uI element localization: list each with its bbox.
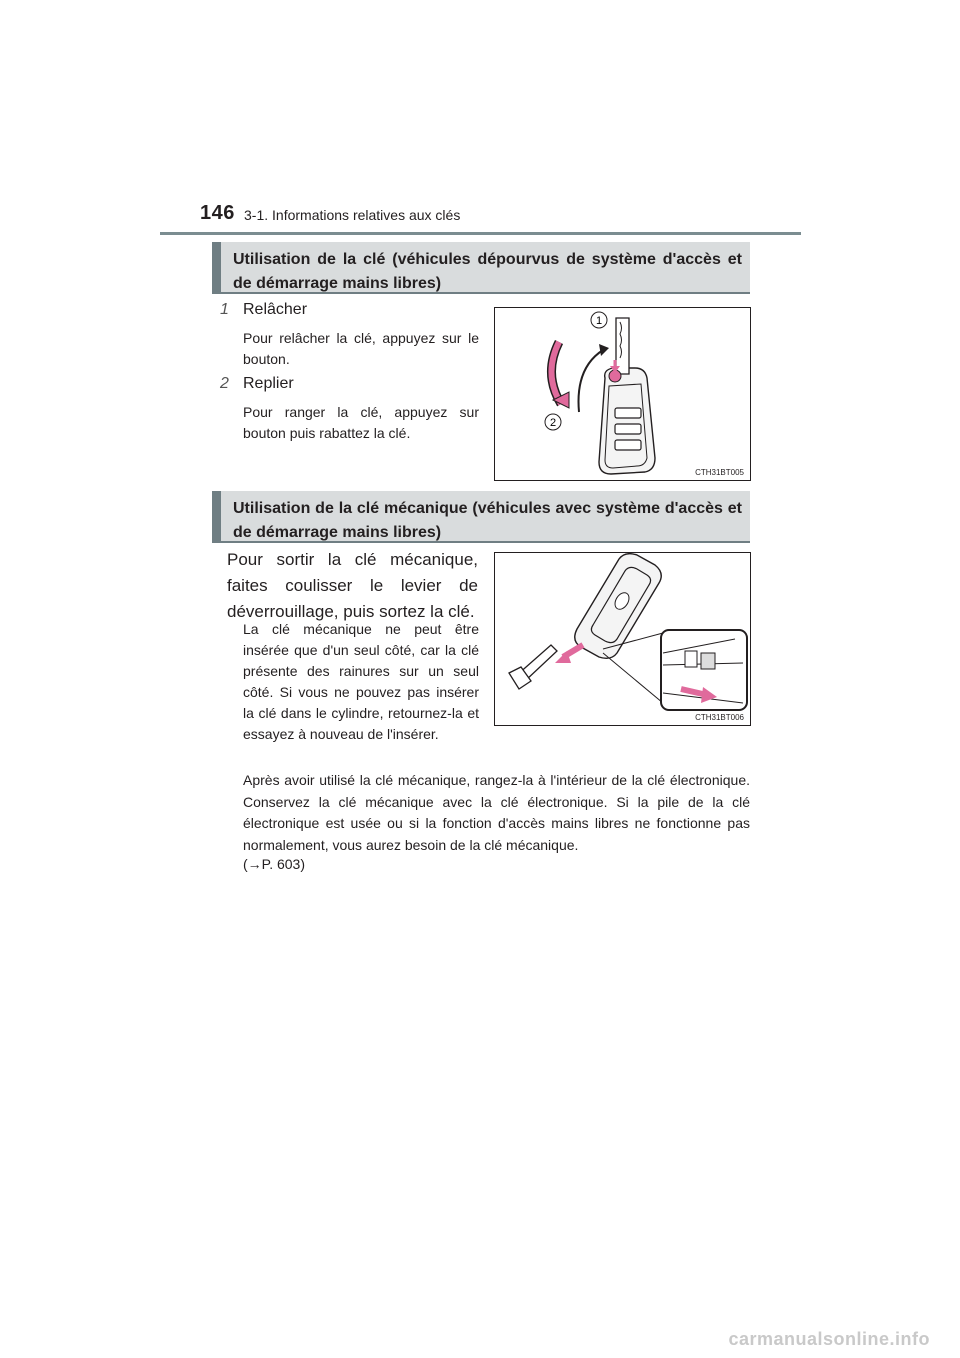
step-description-release: Pour relâcher la clé, appuyez sur le bouton.	[243, 330, 479, 367]
header-rule	[160, 232, 801, 235]
step-number-1: 1	[220, 301, 229, 318]
flip-key-illustration	[495, 308, 750, 480]
figure-code: CTH31BT006	[695, 713, 744, 722]
watermark: carmanualsonline.info	[728, 1329, 930, 1349]
figure-flip-key	[494, 307, 751, 481]
smart-key-illustration	[495, 553, 750, 725]
figure-code: CTH31BT005	[695, 468, 744, 477]
callout-1-label: 1	[595, 315, 603, 327]
page-number: 146	[200, 202, 235, 224]
step-title-release: Relâcher	[243, 301, 308, 318]
section-heading-mechanical-key: Utilisation de la clé mécanique (véhicules avec système d'accès et de démarrage mains libres)	[212, 491, 750, 543]
step-number-2: 2	[220, 375, 229, 392]
section-heading-key-use: Utilisation de la clé (véhicules dépourvus de système d'accès et de démarrage mains libres)	[212, 242, 750, 294]
note-text: La clé mécanique ne peut être insérée que d'un seul côté, car la clé présente des rainures sur un seul côté. Si vous ne pouvez pas insérer la clé dans le cylindre, retournez-la et essayez à nouveau de l'insérer.	[243, 621, 479, 742]
step-title-fold: Replier	[243, 375, 294, 392]
intro-text: Pour sortir la clé mécanique, faites coulisser le levier de déverrouillage, puis sortez la clé.	[227, 550, 478, 621]
after-use-text: Après avoir utilisé la clé mécanique, rangez-la à l'intérieur de la clé électronique. Conservez la clé mécanique avec la clé électronique. Si la pile de la clé électronique est usée ou si la fonction d'accès mains libres ne fonctionne pas normalement, vous aurez besoin de la clé mécanique.	[243, 772, 750, 853]
page-reference[interactable]: (→P. 603)	[243, 856, 305, 872]
callout-2-label: 2	[549, 417, 557, 429]
step-description-fold: Pour ranger la clé, appuyez sur bouton puis rabattez la clé.	[243, 404, 479, 441]
figure-smart-key	[494, 552, 751, 726]
chapter-title: 3-1. Informations relatives aux clés	[244, 207, 461, 223]
